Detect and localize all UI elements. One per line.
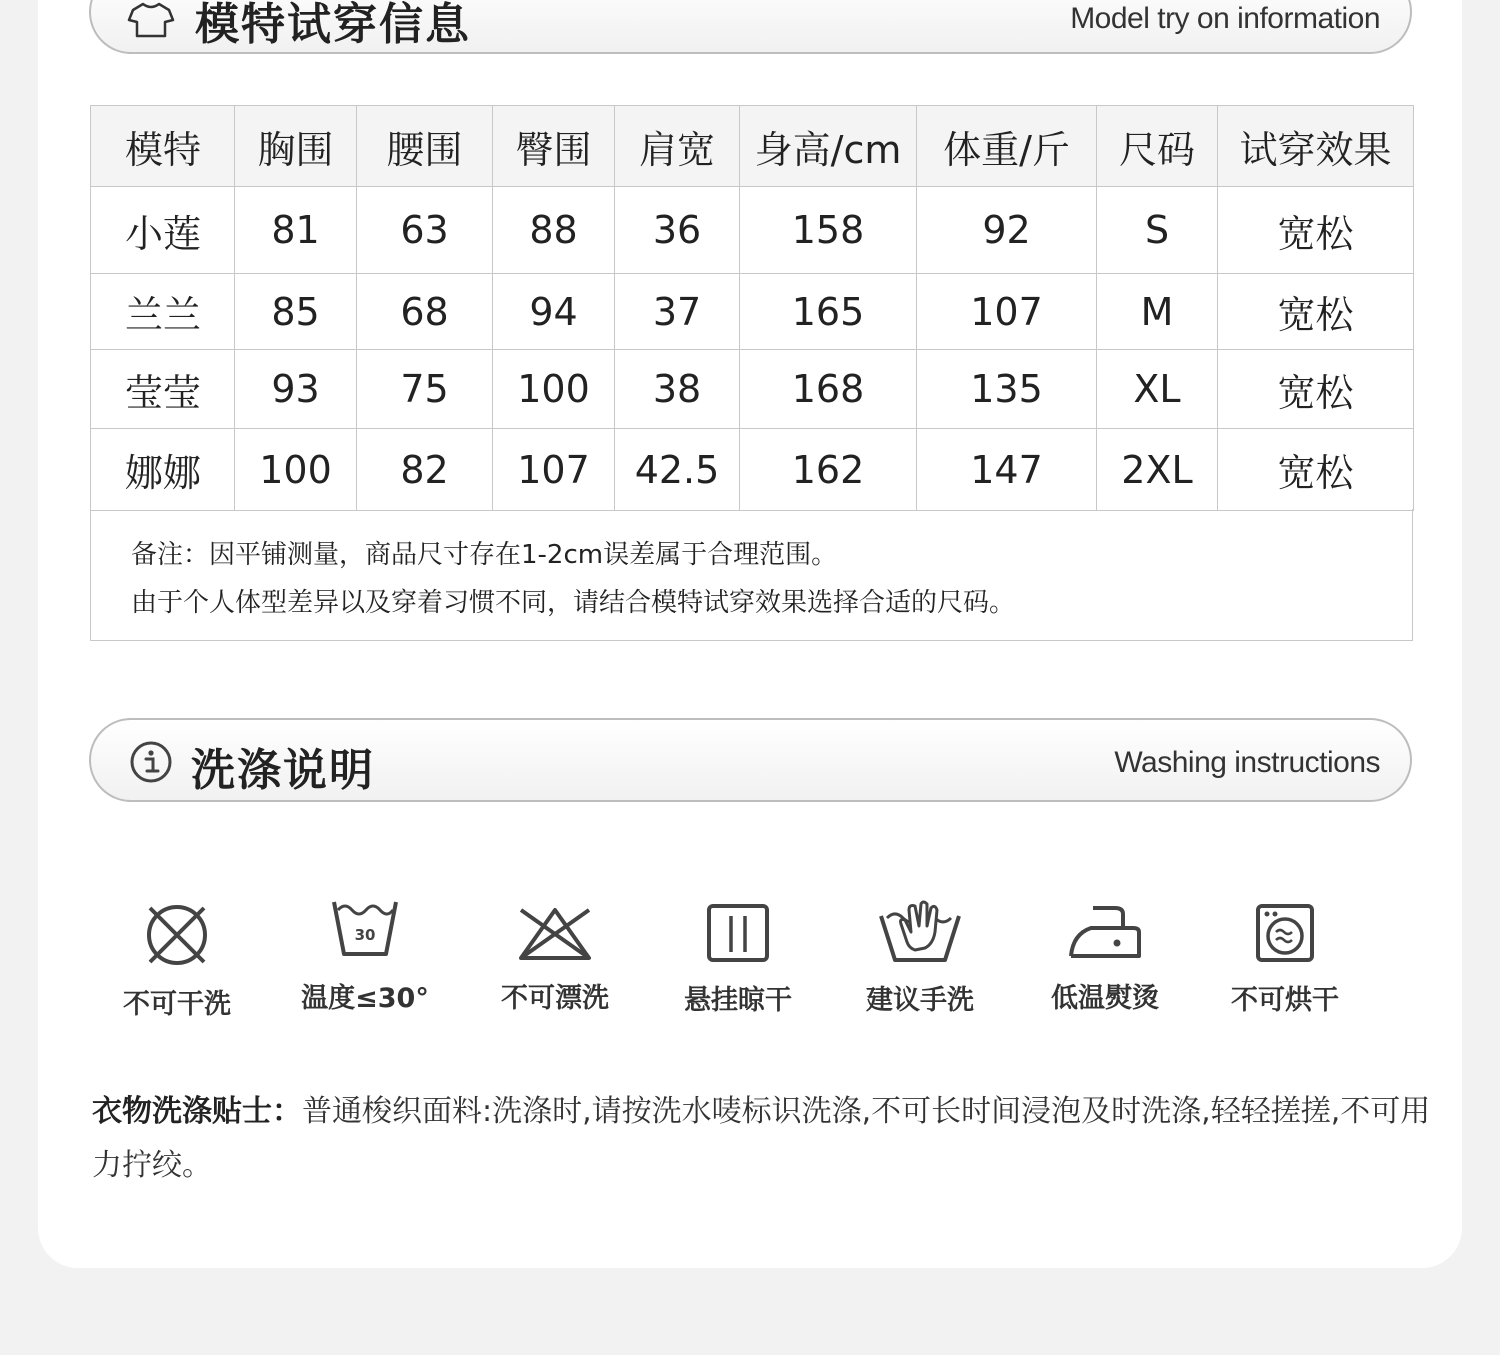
- no-dry-clean-icon: [142, 902, 212, 968]
- hang-dry-icon: [705, 902, 771, 964]
- wash-item-low-iron: [1020, 902, 1190, 1015]
- table-cell: 小莲: [91, 187, 235, 274]
- note-line-1: 备注：因平铺测量，商品尺寸存在1-2cm误差属于合理范围。: [131, 540, 838, 570]
- header-cell: 尺码: [1097, 106, 1218, 187]
- note-line-2: 由于个人体型差异以及穿着习惯不同，请结合模特试穿效果选择合适的尺码。: [131, 588, 1016, 618]
- table-cell: 158: [740, 187, 917, 274]
- wash-item-no-bleach: [470, 906, 640, 1015]
- table-cell: 135: [917, 350, 1097, 429]
- table-cell: 94: [493, 274, 615, 350]
- wash-label: 温度≤30°: [301, 983, 429, 1014]
- table-cell: 63: [357, 187, 493, 274]
- info-icon: [129, 740, 177, 788]
- hand-wash-icon: [877, 896, 963, 964]
- header-cell: 胸围: [235, 106, 357, 187]
- table-cell: 168: [740, 350, 917, 429]
- table-cell: 宽松: [1218, 187, 1414, 274]
- table-cell: 娜娜: [91, 429, 235, 511]
- tshirt-icon: [127, 0, 175, 48]
- tips-label: 衣物洗涤贴士：: [92, 1094, 302, 1129]
- table-row: [91, 350, 1414, 429]
- no-tumble-dry-icon: [1254, 902, 1316, 964]
- table-cell: 107: [493, 429, 615, 511]
- washing-section-header: [89, 718, 1412, 802]
- table-cell: 37: [615, 274, 740, 350]
- header-cell: 肩宽: [615, 106, 740, 187]
- wash-label: 建议手洗: [866, 985, 974, 1016]
- table-cell: S: [1097, 187, 1218, 274]
- table-cell: 81: [235, 187, 357, 274]
- table-cell: XL: [1097, 350, 1218, 429]
- no-bleach-icon: [517, 906, 593, 962]
- table-cell: 2XL: [1097, 429, 1218, 511]
- low-iron-icon: [1067, 902, 1143, 962]
- table-cell: 宽松: [1218, 350, 1414, 429]
- table-cell: 165: [740, 274, 917, 350]
- wash-label: 不可漂洗: [501, 983, 609, 1014]
- table-cell: 36: [615, 187, 740, 274]
- header-cell: 模特: [91, 106, 235, 187]
- table-cell: 100: [235, 429, 357, 511]
- model-section-subtitle: Model try on information: [1070, 2, 1380, 35]
- model-section-header: [89, 0, 1412, 54]
- header-cell: 腰围: [357, 106, 493, 187]
- table-cell: M: [1097, 274, 1218, 350]
- table-cell: 92: [917, 187, 1097, 274]
- table-cell: 147: [917, 429, 1097, 511]
- wash-label: 悬挂晾干: [684, 985, 792, 1016]
- table-cell: 兰兰: [91, 274, 235, 350]
- wash-temp-number: 30: [354, 926, 376, 944]
- table-cell: 93: [235, 350, 357, 429]
- table-cell: 75: [357, 350, 493, 429]
- wash-item-no-tumble-dry: [1200, 902, 1370, 1017]
- washing-section-title: 洗涤说明: [191, 745, 375, 796]
- wash-item-hang-dry: [653, 902, 823, 1017]
- table-row: [91, 274, 1414, 350]
- wash-item-no-dry-clean: [92, 902, 262, 1021]
- header-cell: 身高/cm: [740, 106, 917, 187]
- table-cell: 100: [493, 350, 615, 429]
- wash-30-icon: [330, 896, 400, 962]
- wash-item-hand-wash: [835, 896, 1005, 1017]
- size-note: [90, 509, 1413, 641]
- table-cell: 宽松: [1218, 274, 1414, 350]
- table-row: [91, 429, 1414, 511]
- table-row: [91, 187, 1414, 274]
- washing-section-subtitle: Washing instructions: [1114, 746, 1380, 779]
- washing-tips: [92, 1085, 1432, 1193]
- header-cell: 试穿效果: [1218, 106, 1414, 187]
- table-cell: 85: [235, 274, 357, 350]
- wash-label: 低温熨烫: [1051, 983, 1159, 1014]
- wash-item-30: [280, 896, 450, 1015]
- table-cell: 38: [615, 350, 740, 429]
- tips-text: 普通梭织面料:洗涤时,请按洗水唛标识洗涤,不可长时间浸泡及时洗涤,轻轻搓搓,不可用力拧绞。: [92, 1094, 1431, 1183]
- wash-label: 不可烘干: [1231, 985, 1339, 1016]
- model-section-title: 模特试穿信息: [195, 0, 471, 50]
- header-cell: 臀围: [493, 106, 615, 187]
- wash-icon-row: [100, 890, 1400, 1030]
- model-size-table: [90, 105, 1414, 511]
- table-cell: 68: [357, 274, 493, 350]
- table-cell: 宽松: [1218, 429, 1414, 511]
- table-cell: 107: [917, 274, 1097, 350]
- table-header-row: [91, 106, 1414, 187]
- table-cell: 88: [493, 187, 615, 274]
- table-cell: 42.5: [615, 429, 740, 511]
- table-cell: 162: [740, 429, 917, 511]
- table-cell: 莹莹: [91, 350, 235, 429]
- wash-label: 不可干洗: [123, 989, 231, 1020]
- table-cell: 82: [357, 429, 493, 511]
- header-cell: 体重/斤: [917, 106, 1097, 187]
